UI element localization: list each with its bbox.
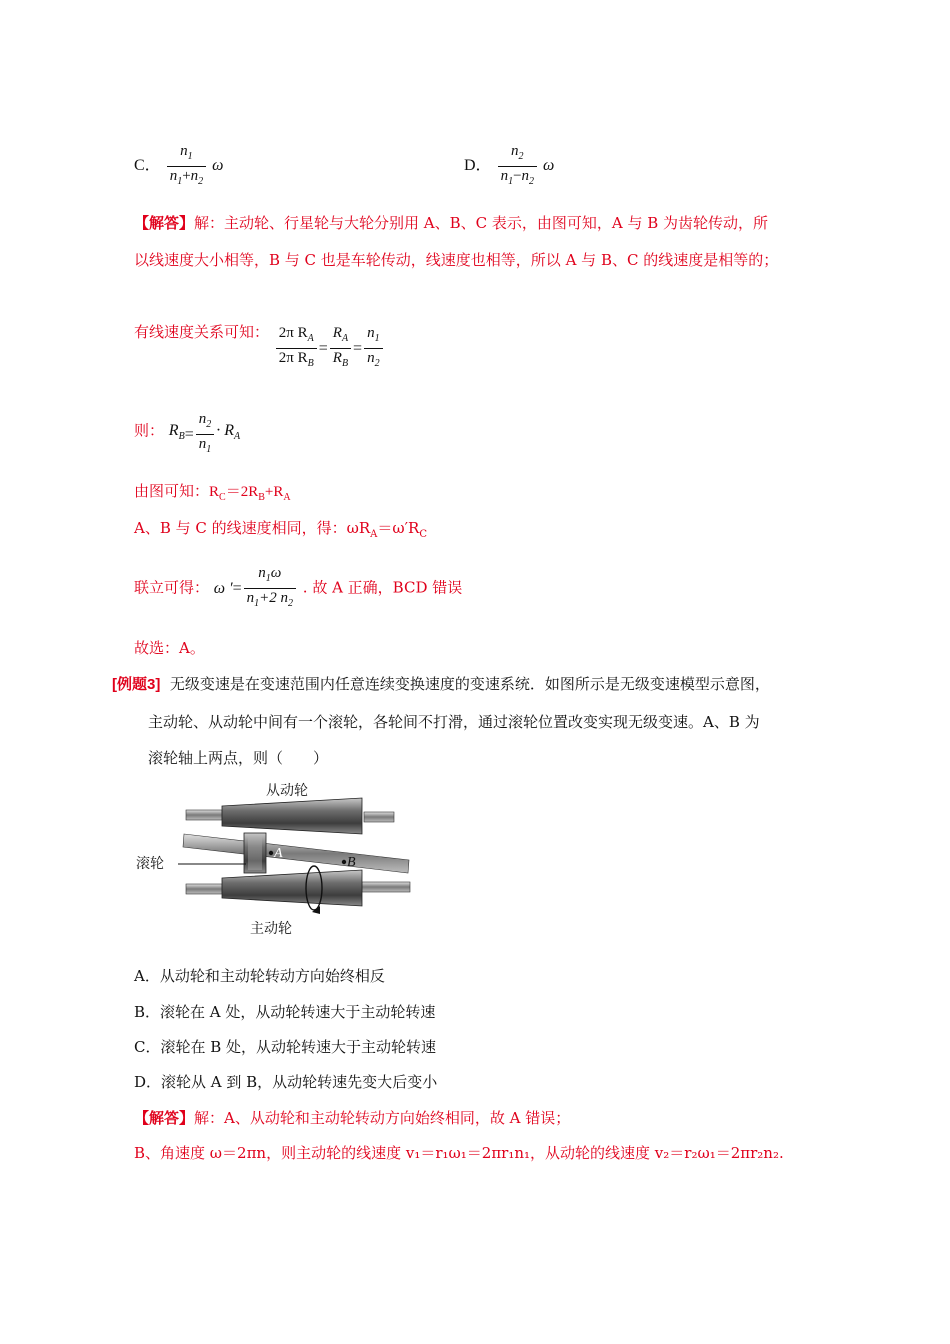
driver-wheel [186,870,410,906]
option-c [134,142,223,191]
option-d-omega: ω [543,157,555,175]
example3-text1: 无级变速是在变速范围内任意连续变换速度的变速系统．如图所示是无级变速模型示意图， [169,675,770,693]
relation-fraction-2: $\frac{R_A}{R_B}$ [330,324,351,373]
relation-fraction-3: $\frac{n_1}{n_2}$ [364,324,383,373]
option-d-label: D． [464,157,492,175]
answer1-choice: 故选：A。 [134,639,205,657]
example3-line2: 主动轮、从动轮中间有一个滚轮，各轮间不打滑，通过滚轮位置改变实现无级变速。A、B 为 [148,713,760,731]
label-roller: 滚轮 [136,856,164,872]
example3-line1 [112,674,770,695]
cvt-figure [134,778,424,940]
option-d-fraction: $\frac{n_2}{n_1-n_2}$ [498,142,537,191]
driven-wheel [186,798,394,834]
example3-tag: [例题3] [112,676,161,693]
label-driver-wheel: 主动轮 [250,921,292,937]
answer3-line1 [134,1108,570,1128]
option-c-label: C． [134,157,161,175]
example3-option-b: B．滚轮在 A 处，从动轮转速大于主动轮转速 [134,1003,436,1021]
label-driven-wheel: 从动轮 [266,783,308,799]
label-point-b: B [347,855,356,870]
answer3-tag: 【解答】 [134,1109,195,1127]
then-fraction: $\frac{n_2}{n_1}$ [196,410,215,459]
velocity-relation: 有线速度关系可知： $\frac{2\pi R_A}{2\pi R_B}$ = $\frac{R_A}{R_B}$ = $\frac{n_1}{n_2}$ [134,322,385,373]
relation-fraction-1: $\frac{2\pi R_A}{2\pi R_B}$ [276,324,317,373]
roller [244,833,266,873]
answer3-line2: B、角速度 ω＝2πn，则主动轮的线速度 v₁＝r₁ω₁＝2πr₁n₁，从动轮的线速度 v₂＝r₂ω₁＝2πr₂n₂. [134,1144,784,1162]
then-formula: 则： $R_B$ = $\frac{n_2}{n_1}$ · $R_A$ [134,410,240,459]
example3-option-c: C．滚轮在 B 处，从动轮转速大于主动轮转速 [134,1038,437,1056]
example3-line3: 滚轮轴上两点，则（ ） [148,749,329,767]
then-label: 则： [134,421,165,440]
example3-option-a: A．从动轮和主动轮转动方向始终相反 [134,967,385,985]
joint-conclusion: . 故 A 正确，BCD 错误 [302,578,463,597]
figure-relation-line: 由图可知：$R_C=2R_B+R_A$ [134,484,291,503]
answer1-line1 [134,213,768,233]
joint-fraction: $\frac{n_1\omega}{n_1+2 n_2}$ [244,564,296,613]
velocity-relation-label: 有线速度关系可知： [134,323,270,341]
answer1-tag: 【解答】 [134,214,195,232]
joint-label: 联立可得： [134,578,210,597]
answer3-text1: 解：A、从动轮和主动轮转动方向始终相同，故 A 错误； [194,1109,571,1127]
joint-result: 联立可得： ω ′ = $\frac{n_1\omega}{n_1+2 n_2}$ . 故 A 正确，BCD 错误 [134,564,462,613]
answer1-text1: 解：主动轮、行星轮与大轮分别用 A、B、C 表示，由图可知，A 与 B 为齿轮传动，所 [194,214,769,232]
label-point-a: A [274,846,283,861]
point-b-marker [342,860,346,864]
option-c-omega: ω [212,157,224,175]
answer1-line2: 以线速度大小相等，B 与 C 也是车轮传动，线速度也相等，所以 A 与 B、C 的线速度是相等的； [134,251,779,269]
example3-option-d: D．滚轮从 A 到 B，从动轮转速先变大后变小 [134,1073,438,1091]
same-velocity-line: A、B 与 C 的线速度相同，得：$\omega R_A=\omega'R_C$ [134,519,427,540]
roller-shaft [183,834,409,873]
option-d [464,142,554,191]
point-a-marker [269,851,273,855]
option-c-fraction: $\frac{n_1}{n_1+n_2}$ [167,142,206,191]
